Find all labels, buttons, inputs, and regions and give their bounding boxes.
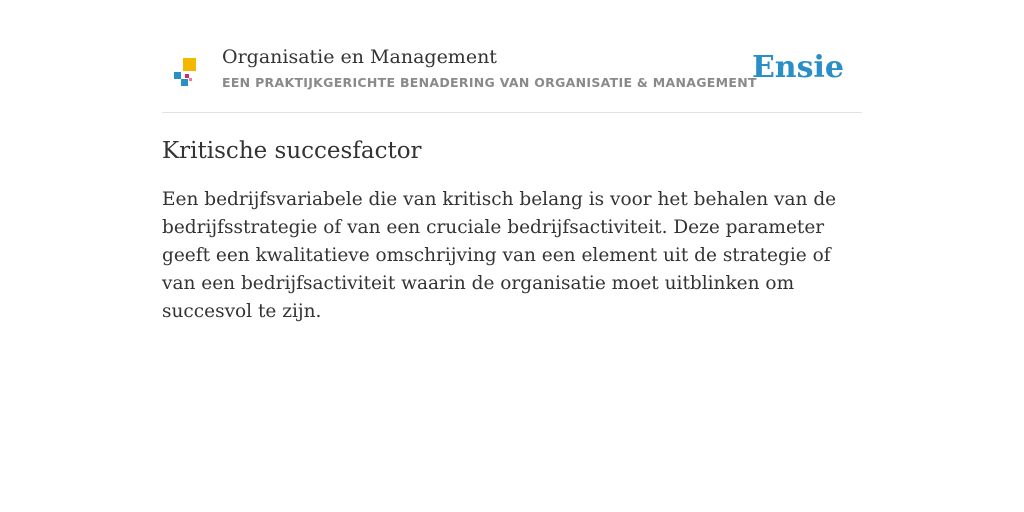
logo-square-yellow (183, 58, 196, 71)
header (162, 0, 862, 113)
logo-square-pink-2 (189, 78, 192, 81)
site-subtitle: EEN PRAKTIJKGERICHTE BENADERING VAN ORGANISATIE & MANAGEMENT (222, 75, 757, 90)
term-title: Kritische succesfactor (162, 138, 422, 164)
ensie-logo-icon[interactable] (174, 58, 198, 86)
logo-square-blue (174, 72, 181, 79)
page (162, 0, 862, 326)
logo-square-blue-2 (181, 79, 188, 86)
site-title[interactable]: Organisatie en Management (222, 46, 497, 68)
term-definition: Een bedrijfsvariabele die van kritisch belang is voor het behalen van de bedrijfsstrategie of van een cruciale bedrijfsactiviteit. Deze parameter geeft een kwalitatieve omschrijving van een element uit de strategie of van een bedrijfsactiviteit waarin de organisatie moet uitblinken om succesvol te zijn. (162, 189, 837, 322)
brand-logo[interactable]: Ensie (751, 50, 844, 85)
